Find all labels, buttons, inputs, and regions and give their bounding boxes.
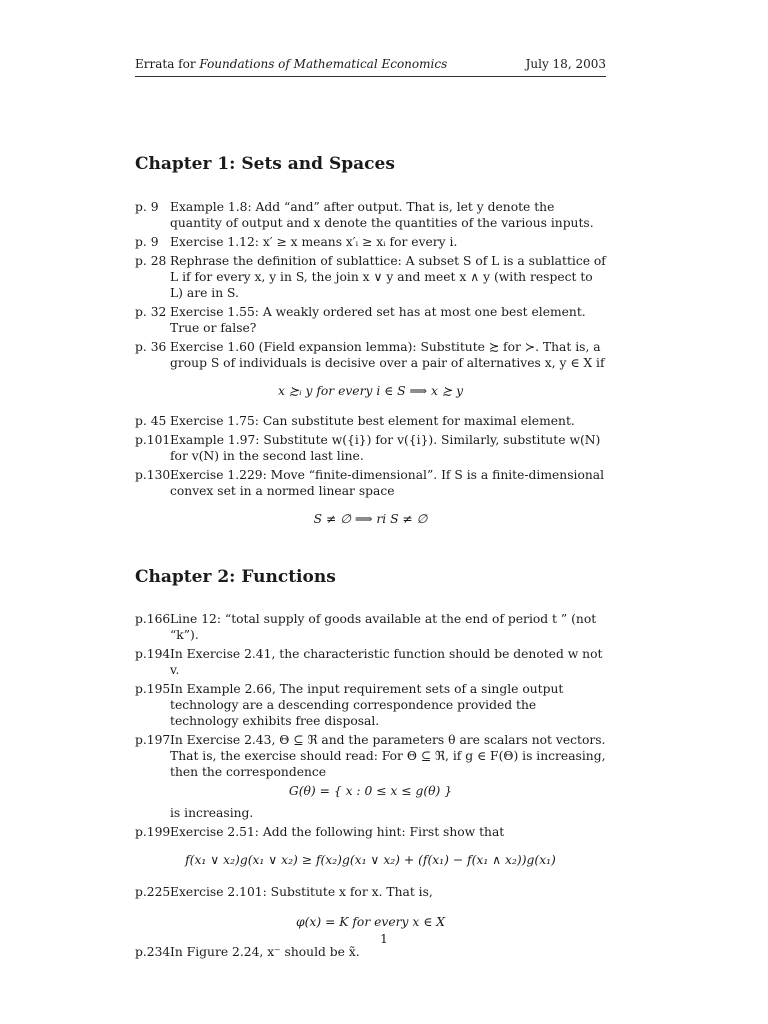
page-ref: p.166 [135, 612, 171, 626]
header-rule [135, 76, 606, 77]
entry-text: In Exercise 2.41, the characteristic function should be denoted w not v. [170, 647, 603, 677]
entry-text: Exercise 1.55: A weakly ordered set has at most one best element. True or false? [170, 305, 586, 335]
erratum-entry [135, 339, 606, 371]
entry-text: Rephrase the definition of sublattice: A subset S of L is a sublattice of L if for every x, y in S, the join x ∨ y and meet x ∧ y (with respect to L) are in S. [170, 254, 606, 300]
page-ref: p.194 [135, 647, 171, 661]
erratum-entry [135, 611, 606, 643]
page-ref: p. 45 [135, 414, 167, 428]
header-date: July 18, 2003 [525, 57, 606, 71]
entry-text: Exercise 1.12: x′ ≥ x means x′ᵢ ≥ xᵢ for every i. [170, 235, 458, 249]
erratum-entry [135, 199, 606, 231]
display-equation: φ(x) = K for every x ∈ X [296, 915, 445, 929]
erratum-entry [135, 884, 606, 900]
entry-text: In Example 2.66, The input requirement sets of a single output technology are a descending correspondence provided the technology exhibits free disposal. [170, 682, 564, 728]
entry-text: Exercise 1.229: Move “finite-dimensional”. If S is a finite-dimensional convex set in a normed linear space [170, 468, 605, 498]
erratum-entry [135, 824, 606, 840]
erratum-entry [135, 253, 606, 301]
display-equation: f(x₁ ∨ x₂)g(x₁ ∨ x₂) ≥ f(x₂)g(x₁ ∨ x₂) + (f(x₁) − f(x₁ ∧ x₂))g(x₁) [185, 853, 556, 867]
erratum-entry [135, 413, 606, 429]
chapter-2-title: Chapter 2: Functions [135, 567, 336, 587]
chapter-1-entries [135, 199, 606, 541]
erratum-entry [135, 304, 606, 336]
entry-text: Exercise 2.51: Add the following hint: First show that [170, 825, 505, 839]
page-number: 1 [380, 932, 388, 946]
chapter-1-title: Chapter 1: Sets and Spaces [135, 154, 395, 174]
entry-text: Exercise 1.60 (Field expansion lemma): Substitute ≿ for ≻. That is, a group S of individuals is decisive over a pair of alternatives x, y ∈ X if [170, 340, 605, 370]
erratum-entry [135, 681, 606, 729]
erratum-entry [135, 432, 606, 464]
erratum-entry [135, 234, 606, 250]
erratum-entry [135, 467, 606, 499]
continuation-text: is increasing. [170, 806, 254, 820]
page-ref: p. 9 [135, 235, 159, 249]
display-equation: S ≠ ∅ ⟹ ri S ≠ ∅ [313, 512, 428, 526]
erratum-entry [135, 944, 606, 960]
running-header [135, 56, 606, 72]
entry-text: In Figure 2.24, x⁻ should be x̃. [170, 945, 360, 959]
entry-text: Exercise 2.101: Substitute x for x. That is, [170, 885, 433, 899]
page-ref: p.101 [135, 433, 171, 447]
chapter-2-entries [135, 611, 606, 963]
page-ref: p.197 [135, 733, 171, 747]
display-equation: x ≿ᵢ y for every i ∈ S ⟹ x ≿ y [277, 384, 464, 398]
erratum-entry [135, 732, 606, 780]
entry-text: Line 12: “total supply of goods available at the end of period t ” (not “k”). [170, 612, 597, 642]
book-title: Foundations of Mathematical Economics [199, 57, 448, 71]
header-prefix: Errata for [135, 57, 200, 71]
page-ref: p.225 [135, 885, 171, 899]
entry-text: Exercise 1.75: Can substitute best element for maximal element. [170, 414, 575, 428]
entry-text: In Exercise 2.43, Θ ⊆ ℜ and the parameters θ are scalars not vectors. That is, the exercise should read: For Θ ⊆ ℜ, if g ∈ F(Θ) is increasing, then the correspondence [170, 733, 606, 779]
page-ref: p. 32 [135, 305, 167, 319]
entry-text: Example 1.8: Add “and” after output. That is, let y denote the quantity of output and x denote the quantities of the various inputs. [170, 200, 594, 230]
erratum-entry [135, 646, 606, 678]
page-ref: p. 28 [135, 254, 167, 268]
page-ref: p. 9 [135, 200, 159, 214]
page-ref: p.130 [135, 468, 171, 482]
page-ref: p.199 [135, 825, 171, 839]
page-ref: p.195 [135, 682, 171, 696]
page-ref: p. 36 [135, 340, 167, 354]
display-equation: G(θ) = { x : 0 ≤ x ≤ g(θ) } [288, 784, 453, 798]
page-ref: p.234 [135, 945, 171, 959]
entry-text: Example 1.97: Substitute w({i}) for v({i}). Similarly, substitute w(N) for v(N) in the second last line. [170, 433, 601, 463]
